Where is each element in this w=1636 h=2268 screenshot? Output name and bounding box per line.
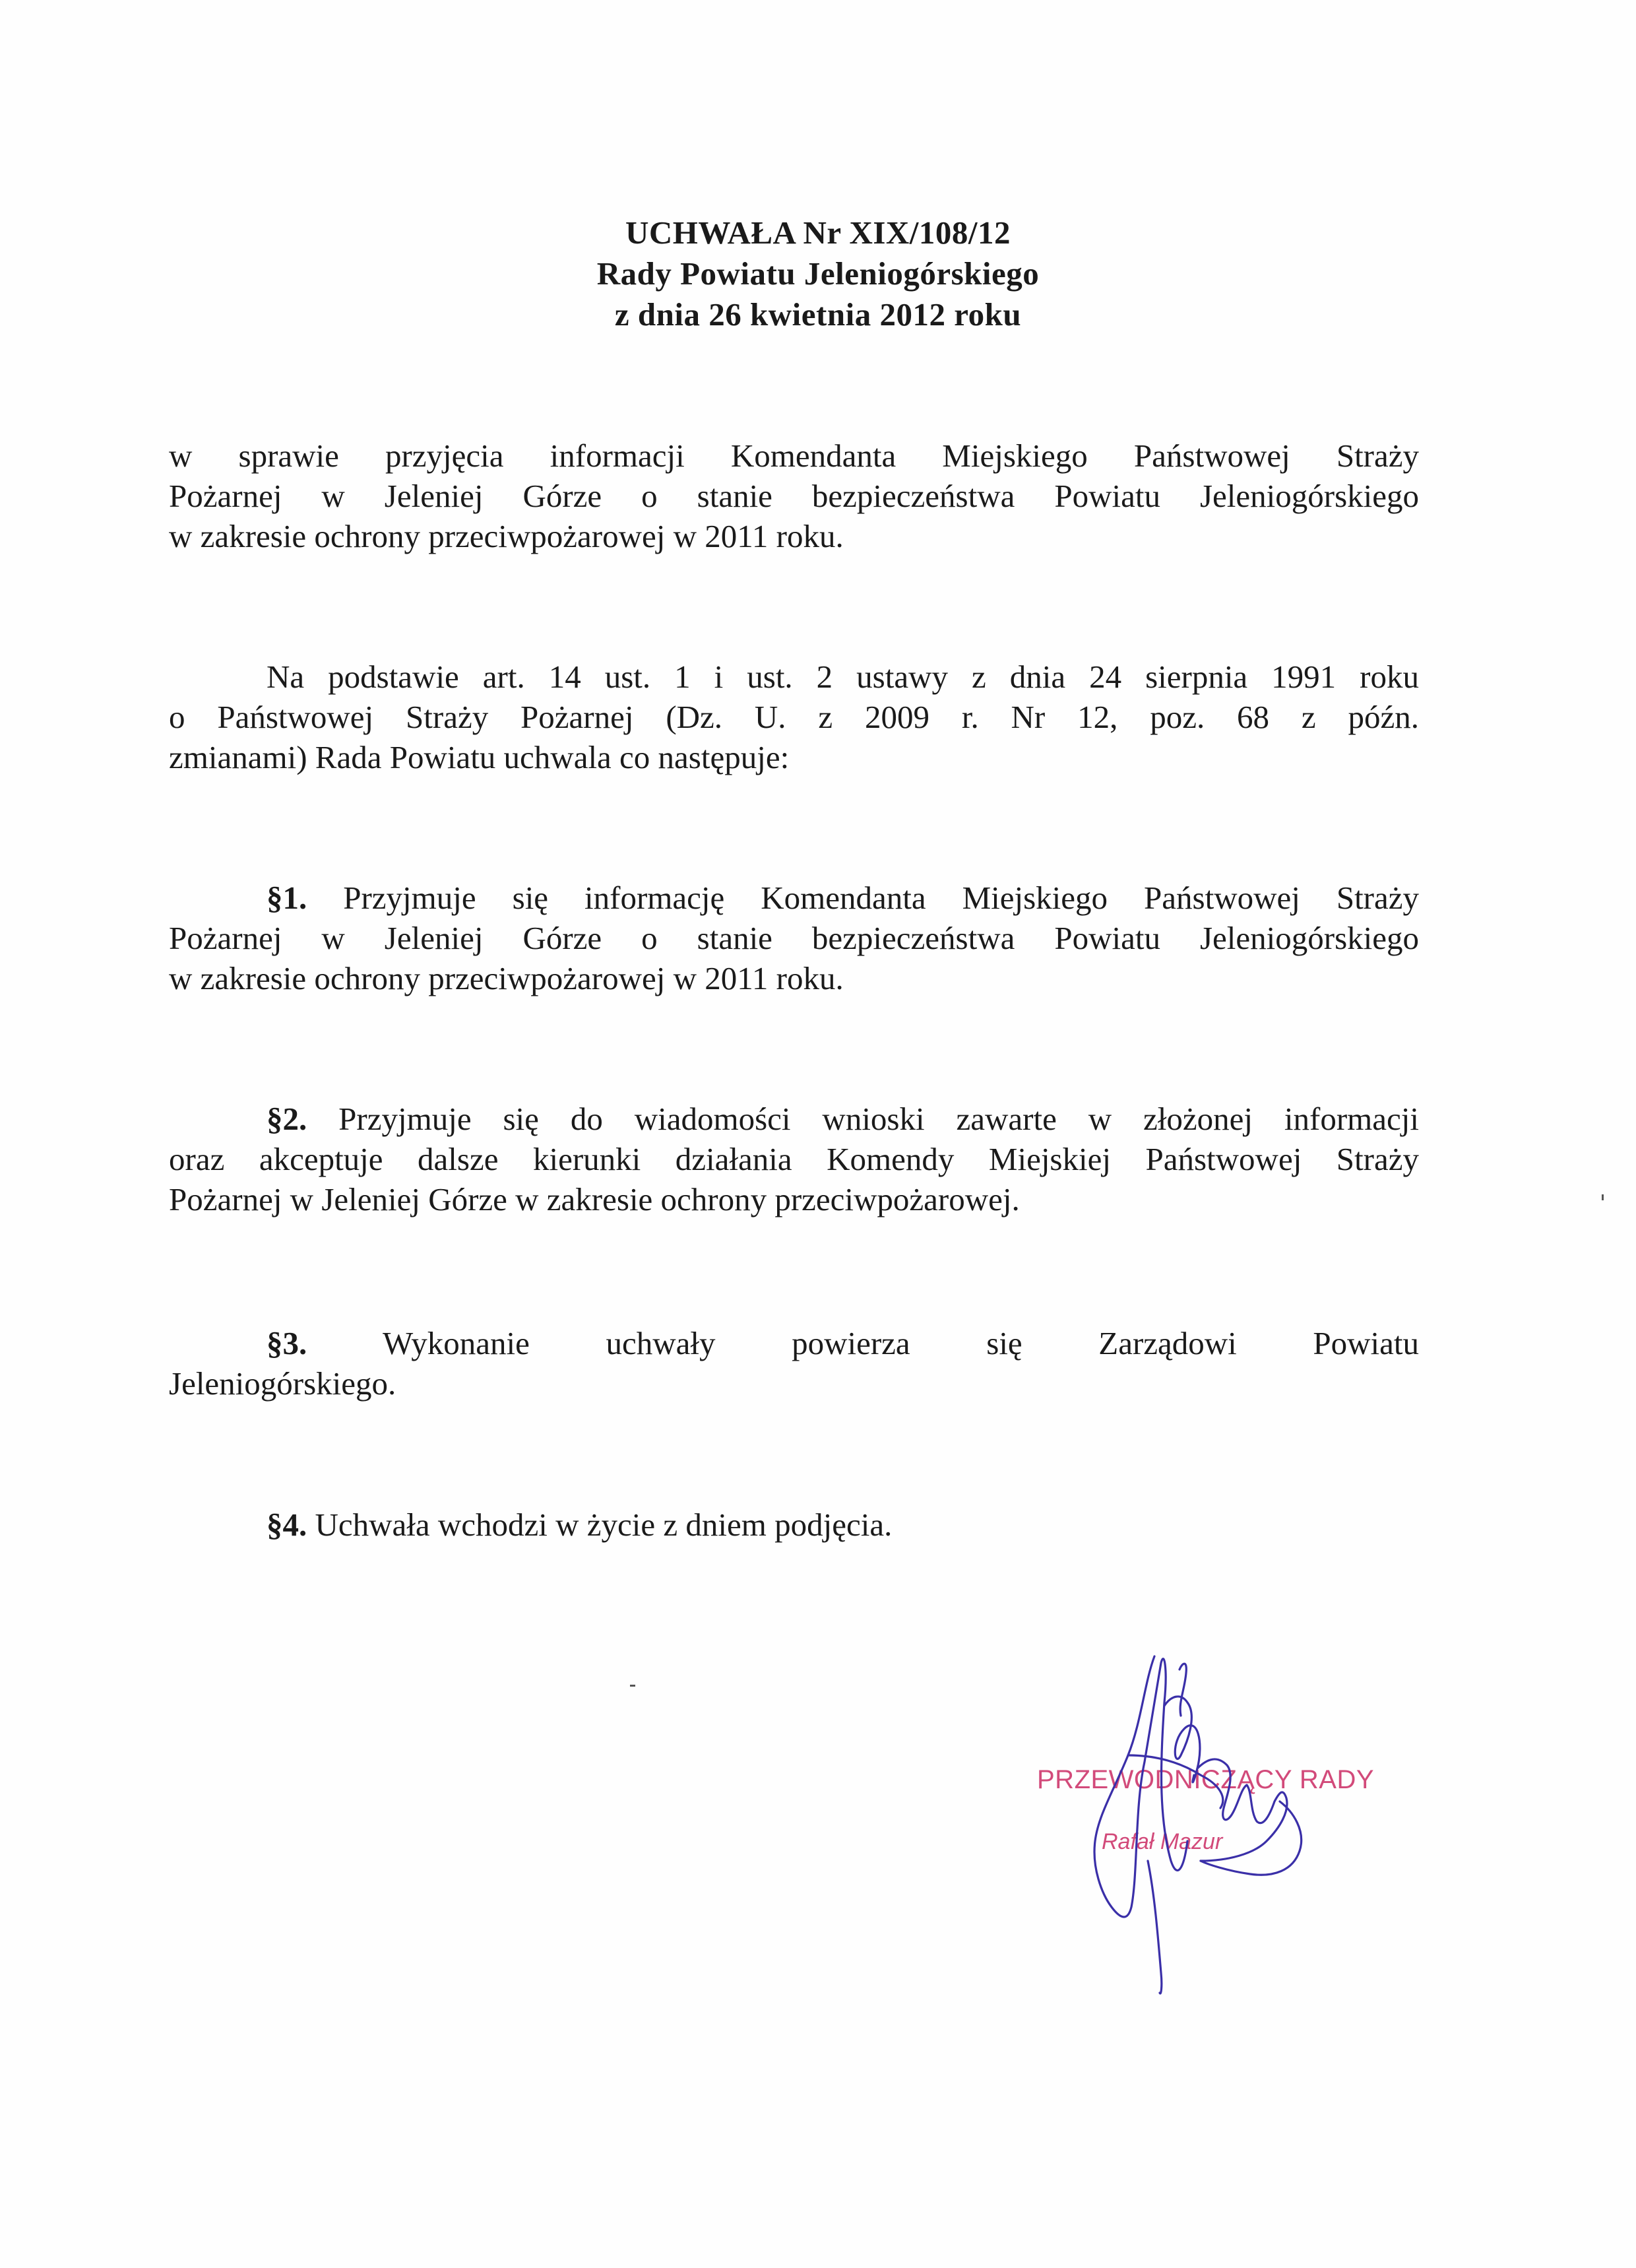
- handwritten-signature: [1029, 1643, 1359, 1999]
- section-line: Jeleniogórskiego.: [169, 1365, 396, 1402]
- subject-line: w sprawie przyjęcia informacji Komendanta Miejskiego Państwowej Straży: [169, 437, 1419, 474]
- resolution-header: [422, 212, 1214, 335]
- issuing-body: Rady Powiatu Jeleniogórskiego: [596, 255, 1040, 292]
- scan-mark: [1602, 1194, 1604, 1200]
- subject-line: w zakresie ochrony przeciwpożarowej w 2011 roku.: [169, 518, 844, 554]
- section-number: §2.: [267, 1101, 307, 1137]
- chairman-stamp-name: Rafał Mazur: [1102, 1829, 1223, 1854]
- section-line: Pożarnej w Jeleniej Górze w zakresie ochrony przeciwpożarowej.: [169, 1181, 1020, 1217]
- section-text: Wykonanie uchwały powierza się Zarządowi Powiatu: [382, 1325, 1419, 1361]
- basis-line: o Państwowej Straży Pożarnej (Dz. U. z 2009 r. Nr 12, poz. 68 z późn.: [169, 699, 1419, 735]
- subject-line: Pożarnej w Jeleniej Górze o stanie bezpieczeństwa Powiatu Jeleniogórskiego: [169, 478, 1419, 514]
- section-1: [169, 878, 1419, 998]
- section-first-line: [169, 878, 1419, 918]
- chairman-stamp-title: PRZEWODNICZĄCY RADY: [1037, 1765, 1375, 1794]
- section-number: §1.: [267, 880, 307, 916]
- basis-line: Na podstawie art. 14 ust. 1 i ust. 2 ustawy z dnia 24 sierpnia 1991 roku: [267, 659, 1419, 695]
- section-text: Przyjmuje się informację Komendanta Miejskiego Państwowej Straży: [343, 880, 1419, 916]
- section-text: Uchwała wchodzi w życie z dniem podjęcia.: [315, 1507, 893, 1543]
- section-line: oraz akceptuje dalsze kierunki działania Komendy Miejskiej Państwowej Straży: [169, 1141, 1419, 1177]
- section-number: §4.: [267, 1507, 307, 1543]
- legal-basis: [169, 657, 1419, 777]
- section-3: [169, 1323, 1419, 1404]
- signature-block: [1029, 1643, 1375, 1999]
- section-first-line: [169, 1099, 1419, 1139]
- section-first-line: [169, 1505, 1419, 1545]
- signature-strokes: [1094, 1656, 1302, 1993]
- resolution-date: z dnia 26 kwietnia 2012 roku: [614, 296, 1022, 333]
- basis-line: zmianami) Rada Powiatu uchwala co następuje:: [169, 739, 790, 775]
- scan-mark: [630, 1685, 635, 1687]
- resolution-number: UCHWAŁA Nr XIX/108/12: [625, 214, 1011, 251]
- section-line: Pożarnej w Jeleniej Górze o stanie bezpieczeństwa Powiatu Jeleniogórskiego: [169, 920, 1419, 956]
- section-first-line: [169, 1323, 1419, 1363]
- section-2: [169, 1099, 1419, 1219]
- section-4: [169, 1505, 1419, 1545]
- section-line: w zakresie ochrony przeciwpożarowej w 2011 roku.: [169, 960, 844, 996]
- section-number: §3.: [267, 1325, 307, 1361]
- section-text: Przyjmuje się do wiadomości wnioski zawarte w złożonej informacji: [338, 1101, 1420, 1137]
- resolution-subject: [169, 436, 1419, 556]
